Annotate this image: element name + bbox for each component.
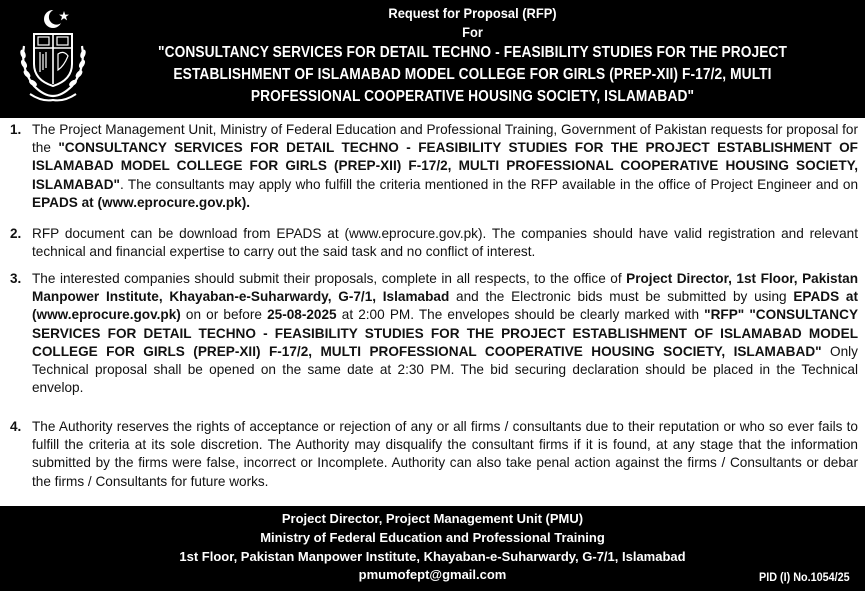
bold-text-segment: "CONSULTANCY SERVICES FOR DETAIL TECHNO - FEASIBILITY STUDIES FOR THE PROJECT ESTABLISHMENT OF ISLAMABAD MODEL COLLEGE FOR GIRLS (PREP-XII) F-17/2, MULTI PROFESSIONAL COOPERATIVE HOUSING SOCIETY, ISLAMABAD" [32, 140, 858, 192]
header-banner [0, 0, 865, 118]
text-segment: and the Electronic bids must be submitted by using [449, 289, 794, 305]
text-segment: on or before [180, 307, 268, 323]
bold-text-segment: Project Director, 1st Floor, Pakistan Manpower Institute, Khayaban-e-Suharwardy, G-7/1, Islamabad [32, 271, 858, 305]
item-number: 1. [10, 122, 22, 137]
footer-banner [0, 506, 865, 591]
government-of-pakistan-emblem-icon [12, 6, 94, 106]
text-segment: Only Technical proposal shall be opened on the same date at 2:30 PM. The bid securing declaration should be placed in the Technical envelop. [32, 343, 858, 396]
list-item [6, 270, 858, 397]
header-title: Request for Proposal (RFP) [388, 5, 557, 21]
text-segment: The interested companies should submit their proposals, complete in all respects, to the office of [32, 271, 627, 286]
text-segment: RFP document can be download from EPADS at (www.eprocure.gov.pk). The companies should have valid registration and relevant technical and financial expertise to carry out the said task and no conflict of interest. [32, 226, 858, 260]
footer-email: pmumofept@gmail.com [358, 567, 507, 582]
footer-address: 1st Floor, Pakistan Manpower Institute, Khayaban-e-Suharwardy, G-7/1, Islamabad [179, 549, 686, 564]
body-content [0, 118, 865, 506]
item-paragraph [32, 270, 858, 397]
item-paragraph [32, 121, 858, 212]
bold-text-segment: "RFP" "CONSULTANCY SERVICES FOR DETAIL TECHNO - FEASIBILITY STUDIES FOR THE PROJECT ESTABLISHMENT OF ISLAMABAD MODEL COLLEGE FOR GIRLS (PREP-XII) F-17/2, MULTI PROFESSIONAL COOPERATIVE HOUSING SOCIETY, ISLAMABAD" [32, 307, 859, 359]
text-segment: The Project Management Unit, Ministry of Federal Education and Professional Training, Government of Pakistan requests for proposal for the [32, 122, 858, 156]
header-subject-line-3: PROFESSIONAL COOPERATIVE HOUSING SOCIETY, ISLAMABAD" [250, 88, 695, 105]
footer-ministry: Ministry of Federal Education and Professional Training [260, 530, 605, 545]
item-number: 4. [10, 419, 22, 434]
header-subject-line-2: ESTABLISHMENT OF ISLAMABAD MODEL COLLEGE FOR GIRLS (PREP-XII) F-17/2, MULTI [173, 66, 772, 83]
footer-contact-title: Project Director, Project Management Unit (PMU) [281, 511, 584, 526]
item-paragraph [32, 418, 858, 491]
item-number: 3. [10, 271, 22, 286]
bold-text-segment: EPADS at (www.eprocure.gov.pk). [32, 194, 251, 210]
list-item [6, 418, 858, 491]
text-segment: The Authority reserves the rights of acceptance or rejection of any or all firms / consultants due to their reputation or who so ever fails to fulfill the criteria at its sole discretion. The Authority may disqualify the consultant firms if it is found, at any stage that the information submitted by the firms were false, incorrect or Incomplete. Authority can also take penal action against the firms / Consultants or debar the firms / Consultants for future works. [32, 419, 858, 489]
list-item [6, 225, 858, 261]
list-item [6, 121, 858, 212]
text-segment: . The consultants may apply who fulfill the criteria mentioned in the RFP available in the office of Project Engineer and on [120, 176, 858, 192]
item-paragraph [32, 225, 858, 261]
bold-text-segment: 25-08-2025 [267, 307, 337, 323]
text-segment: at 2:00 PM. The envelopes should be clearly marked with [336, 307, 705, 323]
bold-text-segment: EPADS at (www.eprocure.gov.pk) [32, 289, 858, 323]
header-subject-line-1: "CONSULTANCY SERVICES FOR DETAIL TECHNO - FEASIBILITY STUDIES FOR THE PROJECT [157, 44, 788, 61]
item-number: 2. [10, 226, 22, 241]
pid-number: PID (I) No.1054/25 [759, 570, 850, 584]
header-for: For [462, 24, 483, 40]
